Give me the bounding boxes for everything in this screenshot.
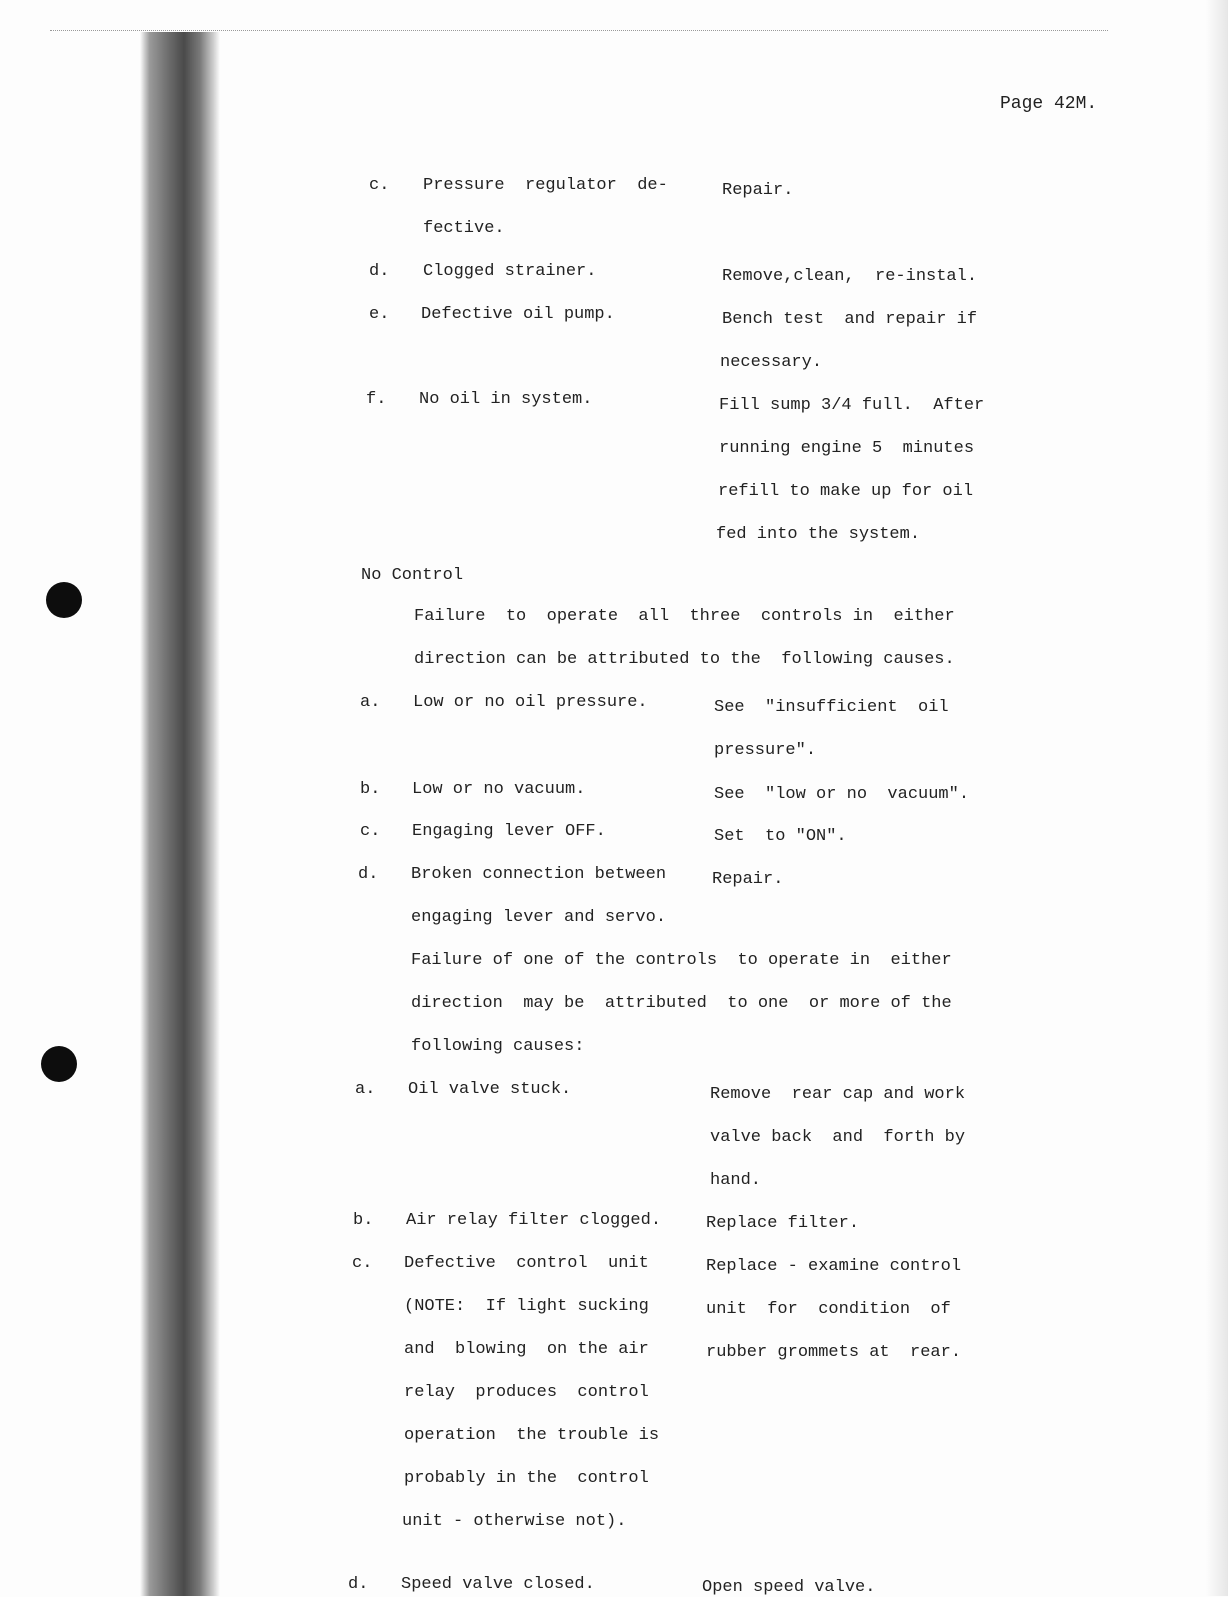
punch-hole-icon xyxy=(46,582,82,618)
text-line: Failure to operate all three controls in either xyxy=(414,607,955,626)
text-line: running engine 5 minutes xyxy=(719,439,975,458)
text-line: probably in the control xyxy=(404,1469,649,1488)
text-line: No oil in system. xyxy=(419,390,593,409)
text-line: a. xyxy=(355,1080,376,1099)
text-line: d. xyxy=(369,262,390,281)
text-line: Bench test and repair if xyxy=(722,310,978,329)
section-heading: No Control xyxy=(361,566,464,585)
text-line: Air relay filter clogged. xyxy=(406,1211,662,1230)
text-line: Repair. xyxy=(712,870,784,889)
text-line: See "insufficient oil xyxy=(714,698,949,717)
text-line: Fill sump 3/4 full. After xyxy=(719,396,985,415)
text-line: unit - otherwise not). xyxy=(402,1512,627,1531)
text-line: e. xyxy=(369,305,390,324)
text-line: c. xyxy=(360,822,381,841)
text-line: Remove rear cap and work xyxy=(710,1085,966,1104)
text-line: unit for condition of xyxy=(706,1300,951,1319)
text-line: fective. xyxy=(423,219,505,238)
text-line: Clogged strainer. xyxy=(423,262,597,281)
text-line: Defective control unit xyxy=(404,1254,649,1273)
top-edge-line xyxy=(50,30,1108,31)
text-line: refill to make up for oil xyxy=(718,482,974,501)
text-line: direction may be attributed to one or more of the xyxy=(411,994,952,1013)
text-line: Set to "ON". xyxy=(714,827,847,846)
text-line: Speed valve closed. xyxy=(401,1575,595,1594)
text-line: fed into the system. xyxy=(716,525,921,544)
text-line: Defective oil pump. xyxy=(421,305,615,324)
text-line: Low or no vacuum. xyxy=(412,780,586,799)
text-line: Repair. xyxy=(722,181,794,200)
text-line: (NOTE: If light sucking xyxy=(404,1297,649,1316)
text-line: and blowing on the air xyxy=(404,1340,649,1359)
text-line: pressure". xyxy=(714,741,817,760)
text-line: c. xyxy=(352,1254,373,1273)
text-line: Pressure regulator de- xyxy=(423,176,668,195)
text-line: Remove,clean, re-instal. xyxy=(722,267,978,286)
text-line: Replace - examine control xyxy=(706,1257,962,1276)
text-line: hand. xyxy=(710,1171,762,1190)
text-line: following causes: xyxy=(411,1037,585,1056)
text-line: See "low or no vacuum". xyxy=(714,785,970,804)
text-line: a. xyxy=(360,693,381,712)
page-number: Page 42M. xyxy=(1000,94,1098,114)
text-line: relay produces control xyxy=(404,1383,649,1402)
binding-shadow xyxy=(140,32,220,1596)
text-line: operation the trouble is xyxy=(404,1426,660,1445)
text-line: Broken connection between xyxy=(411,865,667,884)
text-line: f. xyxy=(366,390,387,409)
text-line: Open speed valve. xyxy=(702,1578,876,1597)
text-line: c. xyxy=(369,176,390,195)
punch-hole-icon xyxy=(41,1046,77,1082)
text-line: Engaging lever OFF. xyxy=(412,822,606,841)
text-line: Failure of one of the controls to operate in either xyxy=(411,951,952,970)
text-line: b. xyxy=(360,780,381,799)
text-line: valve back and forth by xyxy=(710,1128,966,1147)
text-line: b. xyxy=(353,1211,374,1230)
text-line: rubber grommets at rear. xyxy=(706,1343,962,1362)
text-line: Oil valve stuck. xyxy=(408,1080,572,1099)
text-line: engaging lever and servo. xyxy=(411,908,667,927)
text-line: necessary. xyxy=(720,353,823,372)
right-edge-shadow xyxy=(1206,0,1228,1596)
text-line: direction can be attributed to the following causes. xyxy=(414,650,955,669)
text-line: Low or no oil pressure. xyxy=(413,693,648,712)
text-line: Replace filter. xyxy=(706,1214,860,1233)
text-line: d. xyxy=(348,1575,369,1594)
text-line: d. xyxy=(358,865,379,884)
